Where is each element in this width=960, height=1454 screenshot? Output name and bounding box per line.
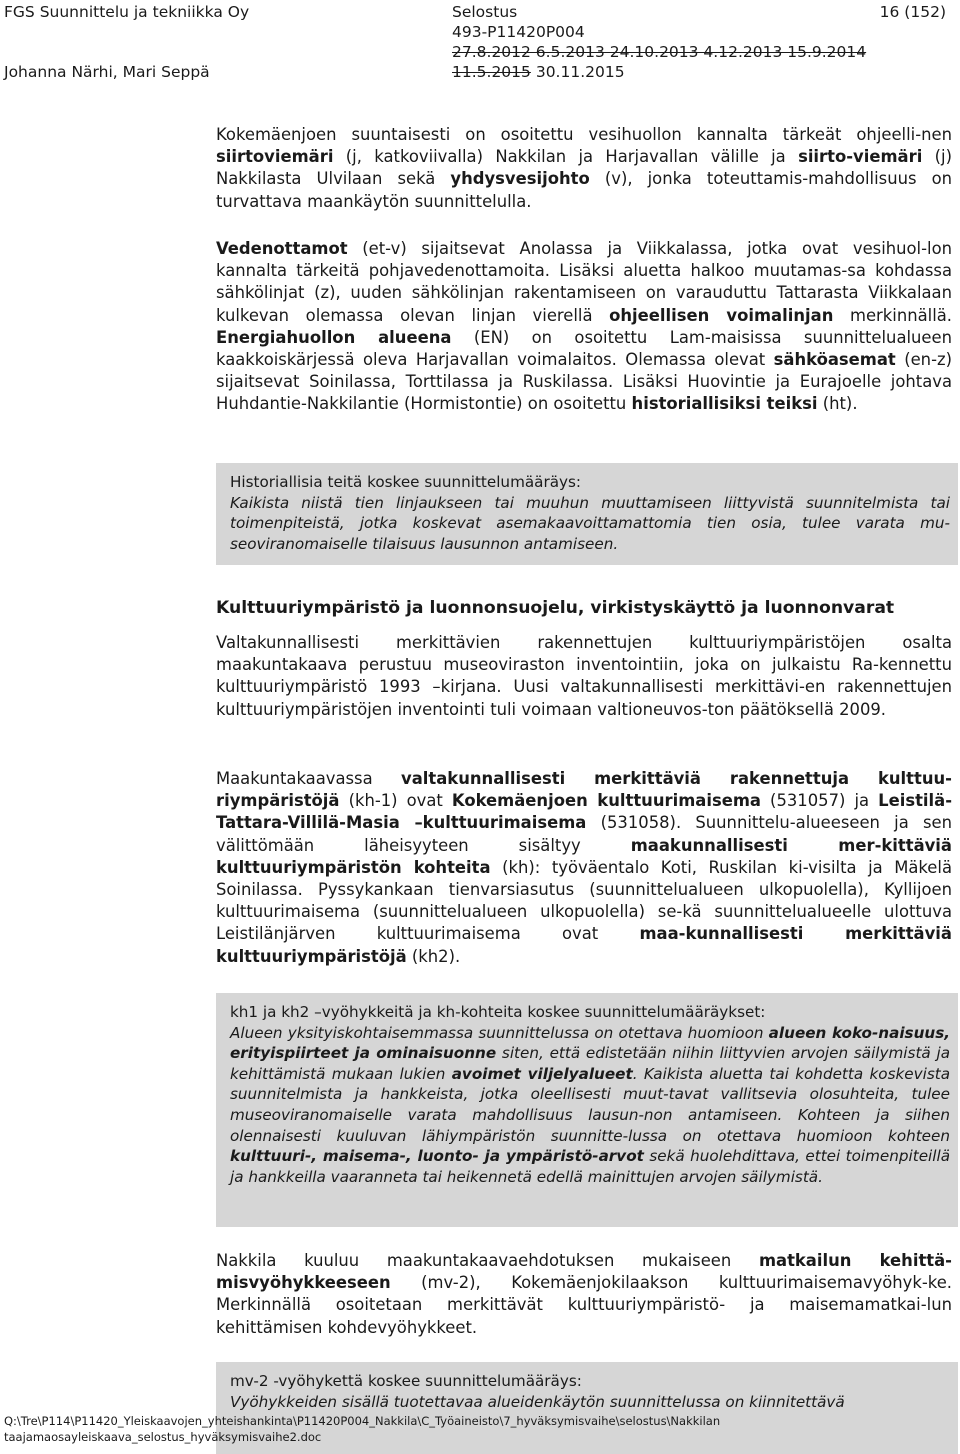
text: Maakuntakaavassa (216, 769, 402, 788)
regulation-box-historical-roads (216, 463, 958, 565)
box-body: Vyöhykkeiden sisällä tuotettavaa alueidenkäytön suunnittelussa on kiinnitettävä (230, 1392, 845, 1411)
box-title: kh1 ja kh2 –vyöhykkeitä ja kh-kohteita koskee suunnittelumääräykset: (230, 1003, 766, 1021)
text: (j, katkoviivalla) Nakkilan ja Harjavallan välille ja (333, 147, 799, 167)
text: sekä huolehdittava, ettei toimenpiteillä ja hankkeilla vaaranneta tai heikennetä edellä mainittujen arvojen säilymistä. (230, 1147, 950, 1186)
bold-term: maa-kunnallisesti merkittäviä kulttuuriympäristöjä (216, 924, 952, 966)
text: (j) Nakkilasta Ulvilaan sekä (216, 147, 952, 189)
text: Kokemäenjoen suuntaisesti on osoitettu vesihuollon kannalta tärkeät ohjeelli- (216, 125, 922, 144)
text: merkinnällä. (833, 305, 952, 325)
paragraph-national-heritage (216, 632, 952, 721)
text: Nakkila kuuluu maakuntakaavaehdotuksen mukaiseen (216, 1251, 759, 1270)
revision-dates-struck: 27.8.2012 6.5.2013 24.10.2013 4.12.2013 15.9.2014 (452, 43, 867, 61)
bold-term: Vedenottamot (216, 239, 348, 258)
text: mahdollisuus on turvattava maankäytön suunnittelulla. (216, 169, 952, 211)
text: (kh-1) ovat (339, 791, 452, 811)
document-type: Selostus (452, 3, 518, 21)
box-title: Historiallisia teitä koskee suunnittelumääräys: (230, 473, 582, 491)
bold-term: yhdysvesijohto (450, 169, 590, 189)
box-body: Kaikista niistä tien linjaukseen tai muuhun muuttamiseen liittyvistä suunnitelmista tai toimenpiteistä, jotka koskevat asemakaavoittamattomia tien osia, tulee varata mu-seoviranomaiselle tilaisuus lausunnon antamiseen. (230, 493, 950, 553)
text: (mv-2), Kokemäenjokilaakson kulttuurimaisemavyöhyk-ke. Merkinnällä osoitetaan merkittävät kulttuuriympäristö- ja maisemamatkai-lun kehittämisen kohdevyöhykkeet. (216, 1273, 952, 1337)
bold-term: historiallisiksi teiksi (631, 394, 818, 414)
paragraph-tourism-zone (216, 1250, 952, 1339)
regulation-box-mv2 (216, 1362, 958, 1454)
bold-term: ohjeellisen voimalinjan (609, 305, 834, 325)
text: (v), jonka toteuttamis- (589, 169, 809, 189)
paragraph-regional-heritage (216, 768, 952, 968)
authors: Johanna Närhi, Mari Seppä (4, 63, 210, 81)
bold-term: alueen koko-naisuus, erityispiirteet ja ominaisuonne (230, 1023, 951, 1063)
regulation-box-kh-zones (216, 993, 958, 1227)
revision-dates (452, 62, 625, 82)
text: (kh): työväentalo Koti, Ruskilan ki-visilta ja Mäkelä Soinilassa. Pyssykankaan tienvarsiasutus (suunnittelualueen ulkopuolella), Kyllijoen kulttuurimaisema (suunnittelualueen ulkopuolella) se-kä suunnittelualueelle ulottuva Leistilänjärven kulttuurimaisema ovat (216, 857, 952, 944)
text: (531058). Suunnittelu-alueeseen ja sen välittömään läheisyyteen sisältyy (216, 813, 952, 855)
text: (en-z) sijaitsevat Soinilassa, Torttilassa ja Ruskilassa. Lisäksi Huovintie ja Eurajoelle johtava Huhdantie-Nakkilantie (Hormistontie) on osoitettu (216, 350, 952, 414)
document-code: 493-P11420P004 (452, 23, 585, 41)
bold-term: Leistilä-Tattara-Villilä-Masia –kulttuurimaisema (216, 791, 953, 833)
footer-file-path: Q:\Tre\P114\P11420_Yleiskaavojen_yhteishankinta\P11420P004_Nakkila\C_Työaineisto\7_hyväksymisvaihe\selostus\Nakkilan (4, 1414, 721, 1428)
bold-term: avoimet viljelyalueet (451, 1064, 633, 1083)
bold-term: Energiahuollon alueena (216, 327, 452, 347)
text: (et-v) sijaitsevat Anolassa ja Viikkalassa, jotka ovat vesihuol-lon kannalta tärkeitä pohjavedenottamoita. Lisäksi aluetta halkoo muutamas-sa kohdassa sähkölinjat (z), uuden sähkölinjan rakentamiseen on varauduttu Tattarasta Viikkalaan kulkevan olemassa olevan linjan vierellä (216, 239, 952, 325)
text: (kh2). (406, 946, 461, 966)
text: nen (921, 125, 952, 144)
page-number: 16 (152) (879, 3, 946, 21)
bold-term: siirtoviemäri (216, 147, 334, 167)
box-body (230, 1023, 950, 1188)
revision-date-struck: 11.5.2015 (452, 63, 531, 81)
text: . Kaikista aluetta tai kohdetta koskevista suunnitelmista ja hankkeista, jotka oleellisesti muut-tavat vallitsevia olosuhteita, tulee museoviranomaiselle varata mahdollisuus lausun-non antamiseen. Kohteen ja siihen olennaisesti kuuluvan lähiympäristön suunnitte-lussa on otettava huomioon kohteen (230, 1064, 950, 1145)
paragraph-water-supply (216, 124, 952, 213)
text: (ht). (817, 394, 858, 414)
bold-term: matkailun kehittä-misvyöhykkeeseen (216, 1251, 952, 1293)
bold-term: maakunnallisesti mer-kittäviä kulttuuriympäristön kohteita (216, 835, 952, 877)
bold-term: siirto- (798, 147, 854, 167)
bold-term: Kokemäenjoen kulttuurimaisema (451, 791, 761, 811)
paragraph-water-intake (216, 238, 952, 416)
text: (EN) on osoitettu Lam-maisissa suunnittelualueen kaakkoiskärjessä oleva Harjavallan voimalaitos. Olemassa olevat (216, 327, 952, 370)
bold-term: viemäri (853, 147, 923, 167)
text: Valtakunnallisesti merkittävien rakennettujen kulttuuriympäristöjen osalta maakuntakaava perustuu museoviraston inventointiin, joka on julkaistu Ra-kennettu kulttuuriympäristö 1993 –kirjana. Uusi valtakunnallisesti merkittävi-en rakennettujen kulttuuriympäristöjen inventointi tuli voimaan valtioneuvos-ton päätöksellä 2009. (216, 633, 952, 719)
bold-term: sähköasemat (773, 350, 896, 370)
bold-term: kulttuuri-, maisema-, luonto- ja ympäristö-arvot (230, 1147, 644, 1166)
text: Alueen yksityiskohtaisemmassa suunnittelussa on otettava huomioon (230, 1023, 769, 1042)
company-name: FGS Suunnittelu ja tekniikka Oy (4, 3, 250, 21)
footer-file-name: taajamaosayleiskaava_selostus_hyväksymisvaihe2.doc (4, 1430, 322, 1444)
text: (531057) ja (760, 791, 879, 811)
text: siten, että edistetään niihin liittyvien arvojen säilymistä ja kehittämistä mukaan lukien (230, 1044, 950, 1083)
section-heading: Kulttuuriympäristö ja luonnonsuojelu, virkistyskäyttö ja luonnonvarat (216, 598, 895, 618)
bold-term: valtakunnallisesti merkittäviä rakennettuja kulttuu-riympäristöjä (216, 769, 952, 811)
current-date: 30.11.2015 (535, 63, 625, 81)
box-title: mv-2 -vyöhykettä koskee suunnittelumääräys: (230, 1372, 582, 1390)
